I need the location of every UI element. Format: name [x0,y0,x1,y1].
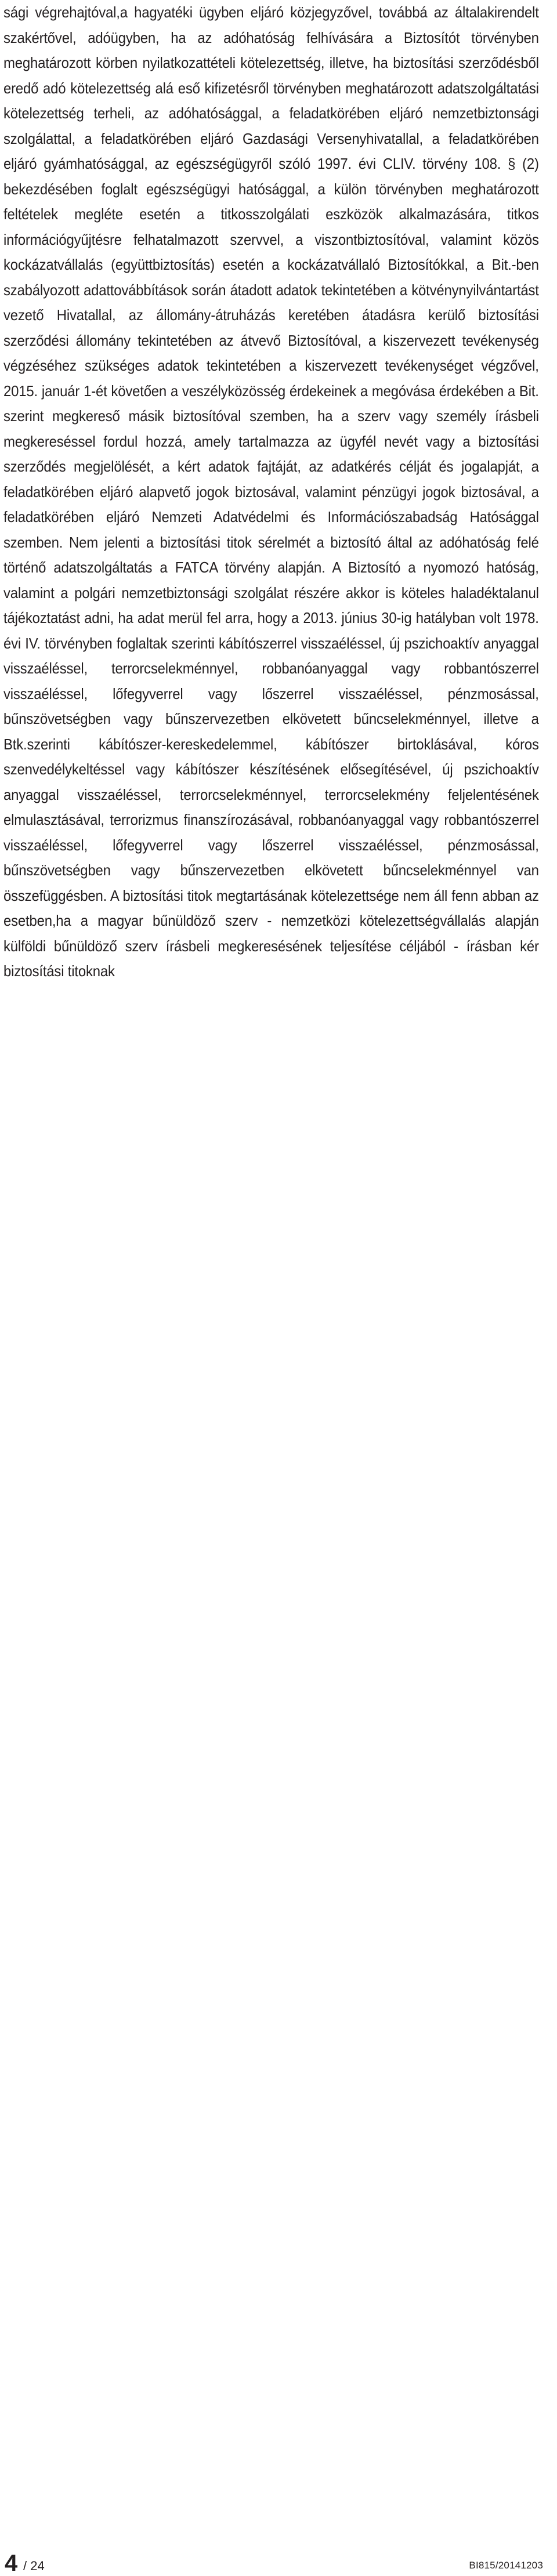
page-number-current: 4 [5,2550,18,2576]
document-code: BI815/20141203 [469,2560,543,2571]
body-paragraph: sági végrehajtóval,a hagyatéki ügyben eljáró közjegyzővel, továbbá az általakirendelt szakértővel, adóügyben, ha az adóhatóság felhívására a Biztosítót törvényben meghatározott körben nyilatkozattételi kötelezettség, illetve, ha biztosítási szerződésből eredő adó kötelezettség alá eső kifizetésről törvényben meghatározott adatszolgáltatási kötelezettség terheli, az adóhatósággal, a feladatkörében eljáró nemzetbiztonsági szolgálattal, a feladatkörében eljáró Gazdasági Versenyhivatallal, a feladatkörében eljáró gyámhatósággal, az egészségügyről szóló 1997. évi CLIV. törvény 108. § (2) bekezdésében foglalt egészségügyi hatósággal, a külön törvényben meghatározott feltételek megléte esetén a titkosszolgálati eszközök alkalmazására, titkos információgyűjtésre felhatalmazott szervvel, a viszontbiztosítóval, valamint közös kockázatvállalás (együttbiztosítás) esetén a kockázatvállaló Biztosítókkal, a Bit.-ben szabályozott adattovábbítások során átadott adatok tekintetében a kötvénynyilvántartást vezető Hivatallal, az állomány-átruházás keretében átadásra kerülő biztosítási szerződési állomány tekintetében az átvevő Biztosítóval, a kiszervezett tevékenység végzéséhez szükséges adatok tekintetében a kiszervezett tevékenységet végzővel, 2015. január 1-ét követően a veszélyközösség érdekeinek a megóvása érdekében a Bit. szerint megkereső másik biztosítóval szemben, ha a szerv vagy személy írásbeli megkereséssel fordul hozzá, amely tartalmazza az ügyfél nevét vagy a biztosítási szerződés megjelölését, a kért adatok fajtáját, az adatkérés célját és jogalapját, a feladatkörében eljáró alapvető jogok biztosával, valamint pénzügyi jogok biztosával, a feladatkörében eljáró Nemzeti Adatvédelmi és Információszabadság Hatósággal szemben. Nem jelenti a biztosítási titok sérelmét a biztosító által az adóhatóság felé történő adatszolgáltatás a FATCA törvény alapján. A Biztosító a nyomozó hatóság, valamint a polgári nemzetbiztonsági szolgálat részére akkor is köteles haladéktalanul tájékoztatást adni, ha adat merül fel arra, hogy a 2013. június 30-ig hatályban volt 1978. évi IV. törvényben foglaltak szerinti kábítószerrel visszaéléssel, új pszichoaktív anyaggal visszaéléssel, terrorcselekménnyel, robbanóanyaggal vagy robbantószerrel visszaéléssel, lőfegyverrel vagy lőszerrel visszaéléssel, pénzmosással, bűnszövetségben vagy bűnszervezetben elkövetett bűncselekménnyel, illetve a Btk.szerinti kábítószer-kereskedelemmel, kábítószer birtoklásával, kóros szenvedélykeltéssel vagy kábítószer készítésének elősegítésével, új pszichoaktív anyaggal visszaéléssel, terrorcselekménnyel, terrorcselekmény feljelentésének elmulasztásával, terrorizmus finanszírozásával, robbanóanyaggal vagy robbantószerrel visszaéléssel, lőfegyverrel vagy lőszerrel visszaéléssel, pénzmosással, bűnszövetségben vagy bűnszervezetben elkövetett bűncselekménnyel van összefüggésben. A biztosítási titok megtartásának kötelezettsége nem áll fenn abban az esetben,ha a magyar bűnüldöző szerv - nemzetközi kötelezettségvállalás alapján külföldi bűnüldöző szerv írásbeli megkeresésének teljesítése céljából - írásban kér biztosítási titoknak [3,3,539,980]
page-number-total: / 24 [23,2559,45,2573]
page-footer [0,1274,557,2576]
